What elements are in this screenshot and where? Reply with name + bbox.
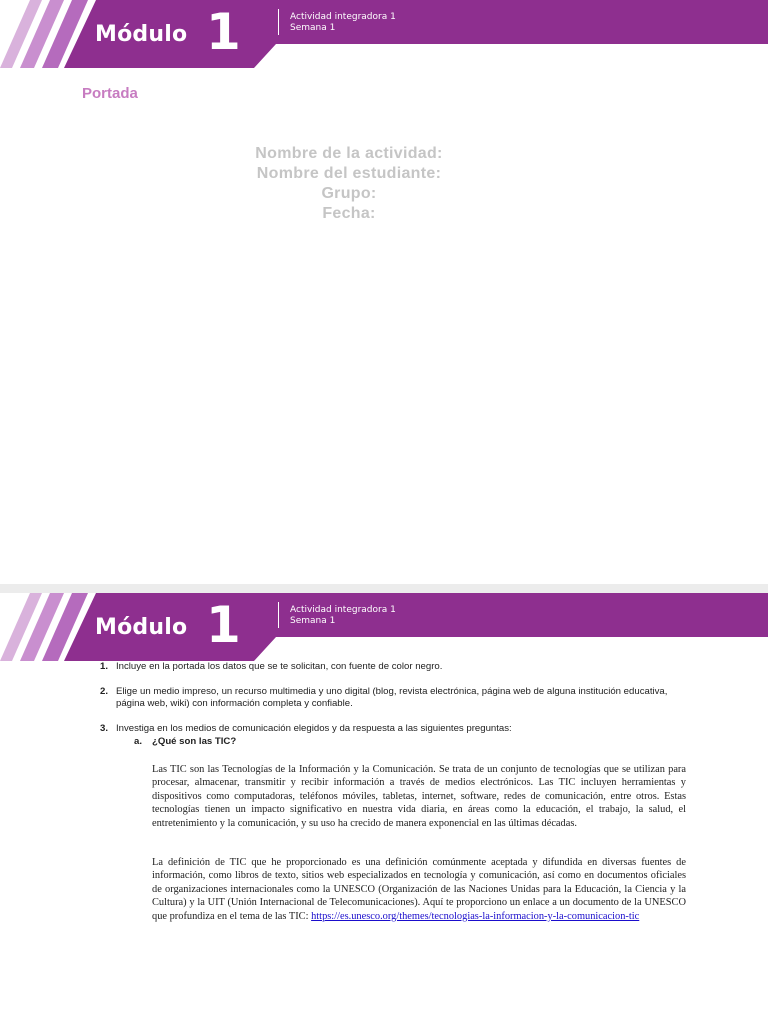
- field-group[interactable]: Grupo:: [321, 185, 377, 202]
- brand-number: 1: [206, 3, 241, 61]
- brand-word: Módulo: [95, 615, 188, 640]
- field-date[interactable]: Fecha:: [322, 205, 376, 222]
- header-activity: Actividad integradora 1: [290, 605, 396, 615]
- answer-paragraph-2: [152, 856, 686, 923]
- header-week: Semana 1: [290, 616, 336, 626]
- header-activity: Actividad integradora 1: [290, 12, 396, 22]
- cover-title: Portada: [82, 85, 138, 102]
- instruction-number: 3.: [100, 723, 109, 734]
- brand-word: Módulo: [95, 22, 188, 47]
- unesco-link[interactable]: https://es.unesco.org/themes/tecnologias-la-informacion-y-la-comunicacion-tic: [311, 910, 640, 922]
- page-instructions: [0, 593, 768, 1024]
- header-separator: [278, 602, 279, 628]
- header-banner: [0, 0, 768, 70]
- instruction-number: 1.: [100, 661, 109, 672]
- answer-paragraph-2-text: La definición de TIC que he proporcionado es una definición comúnmente aceptada y difundida en diversas fuentes de información, como libros de texto, sitios web especializados en tecnología y comunicación, así como en documentos oficiales de organizaciones internacionales como la UNESCO (Organización de las Naciones Unidas para la Educación, la Ciencia y la Cultura) y la UIT (Unión Internacional de Telecomunicaciones). Aquí te proporciono un enlace a un documento de la UNESCO que profundiza en el tema de las TIC:: [152, 857, 686, 922]
- cover-fields: [0, 144, 698, 224]
- header-week: Semana 1: [290, 23, 336, 33]
- instruction-text: Investiga en los medios de comunicación elegidos y da respuesta a las siguientes preguntas:: [116, 723, 512, 734]
- question-a: [134, 736, 237, 747]
- page-gap: [0, 584, 768, 593]
- question-text: ¿Qué son las TIC?: [152, 736, 237, 747]
- field-student-name[interactable]: Nombre del estudiante:: [256, 165, 442, 182]
- field-activity-name[interactable]: Nombre de la actividad:: [255, 145, 443, 162]
- instruction-text: Incluye en la portada los datos que se te solicitan, con fuente de color negro.: [116, 661, 443, 672]
- question-letter: a.: [134, 736, 143, 747]
- brand-number: 1: [206, 596, 241, 654]
- answer-paragraph-1: Las TIC son las Tecnologías de la Información y la Comunicación. Se trata de un conjunto de tecnologías que se utilizan para procesar, almacenar, transmitir y recibir información a través de medios electrónicos. Las TIC incluyen herramientas y dispositivos como computadoras, teléfonos móviles, tabletas, internet, software, redes de comunicación, entre otros. Estas tecnologías tienen un impacto significativo en nuestra vida diaria, en áreas como la educación, el trabajo, la salud, el entretenimiento y la comunicación, y su uso ha crecido de manera exponencial en las últimas décadas.: [152, 764, 686, 829]
- header-separator: [278, 9, 279, 35]
- instruction-text: Elige un medio impreso, un recurso multimedia y uno digital (blog, revista electrónica, página web de alguna institución educativa, página web, wiki) con información completa y confiable.: [116, 686, 668, 709]
- instruction-number: 2.: [100, 686, 109, 697]
- header-banner: [0, 593, 768, 663]
